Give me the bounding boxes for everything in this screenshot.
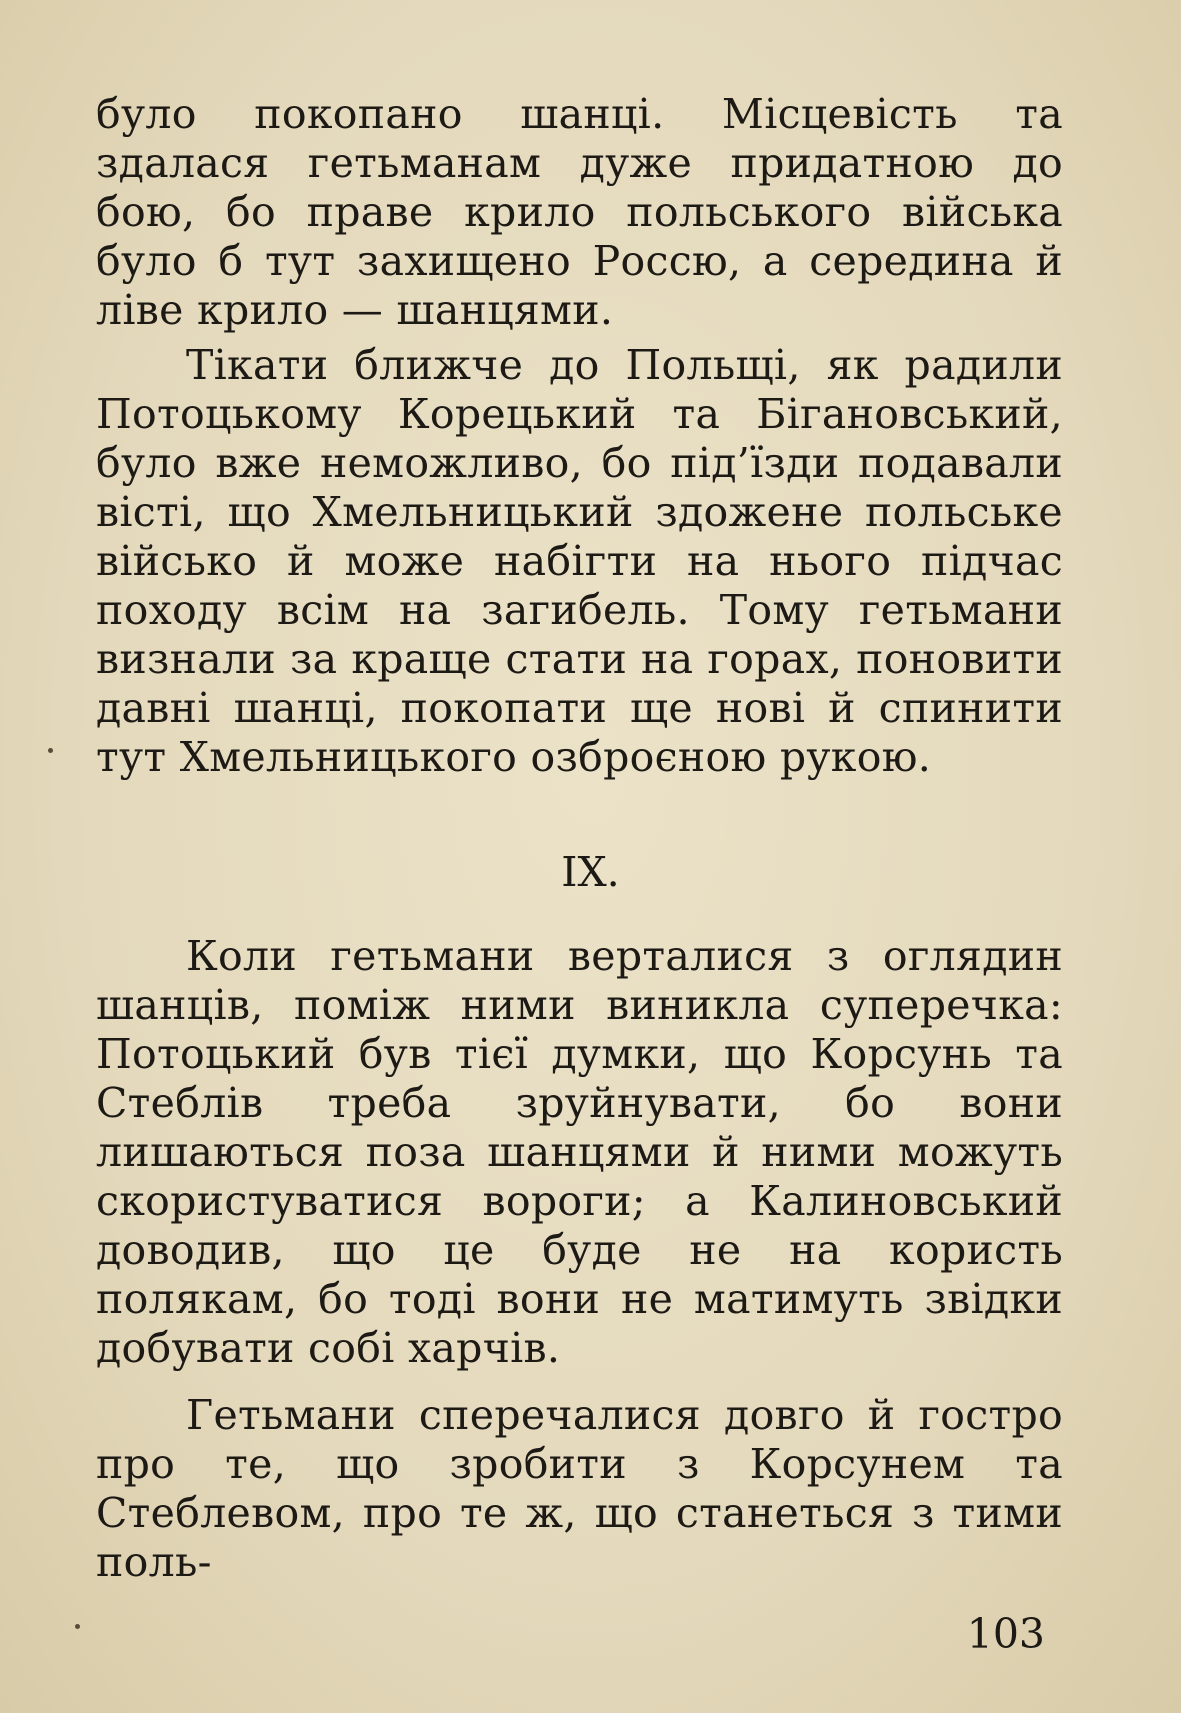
paragraph-text: Гетьмани сперечалися довго й гостро про те, що зробити з Корсунем та Стеблевом, про те ж, що станеться з тими поль- bbox=[96, 1391, 1063, 1586]
page-number: 103 bbox=[966, 1610, 1045, 1658]
paragraph bbox=[96, 90, 1063, 335]
paragraph bbox=[96, 932, 1063, 1373]
paragraph-text: було покопано шанці. Місцевість та здалася гетьманам дуже придатною до бою, бо праве крило польського війська було б тут захищено Россю, а середина й ліве крило — шанцями. bbox=[96, 90, 1063, 334]
ink-speck bbox=[48, 748, 53, 753]
paragraph bbox=[96, 341, 1063, 782]
paragraph bbox=[96, 1391, 1063, 1587]
chapter-heading: IX. bbox=[561, 848, 620, 896]
paragraph-text: Коли гетьмани верталися з оглядин шанців, поміж ними виникла суперечка: Потоцький був тієї думки, що Корсунь та Стеблів треба зруйнувати, бо вони лишаються поза шанцями й ними можуть скористуватися вороги; а Калиновський доводив, що це буде не на користь полякам, бо тоді вони не матимуть звідки добувати собі харчів. bbox=[96, 932, 1063, 1372]
paragraph-text: Тікати ближче до Польщі, як радили Потоцькому Корецький та Бігановський, було вже неможливо, бо під’їзди подавали вісті, що Хмельницький здожене польське військо й може набігти на нього підчас походу всім на загибель. Тому гетьмани визнали за краще стати на горах, поновити давні шанці, покопати ще нові й спинити тут Хмельницького озброєною рукою. bbox=[96, 341, 1063, 781]
ink-speck bbox=[75, 1624, 80, 1629]
